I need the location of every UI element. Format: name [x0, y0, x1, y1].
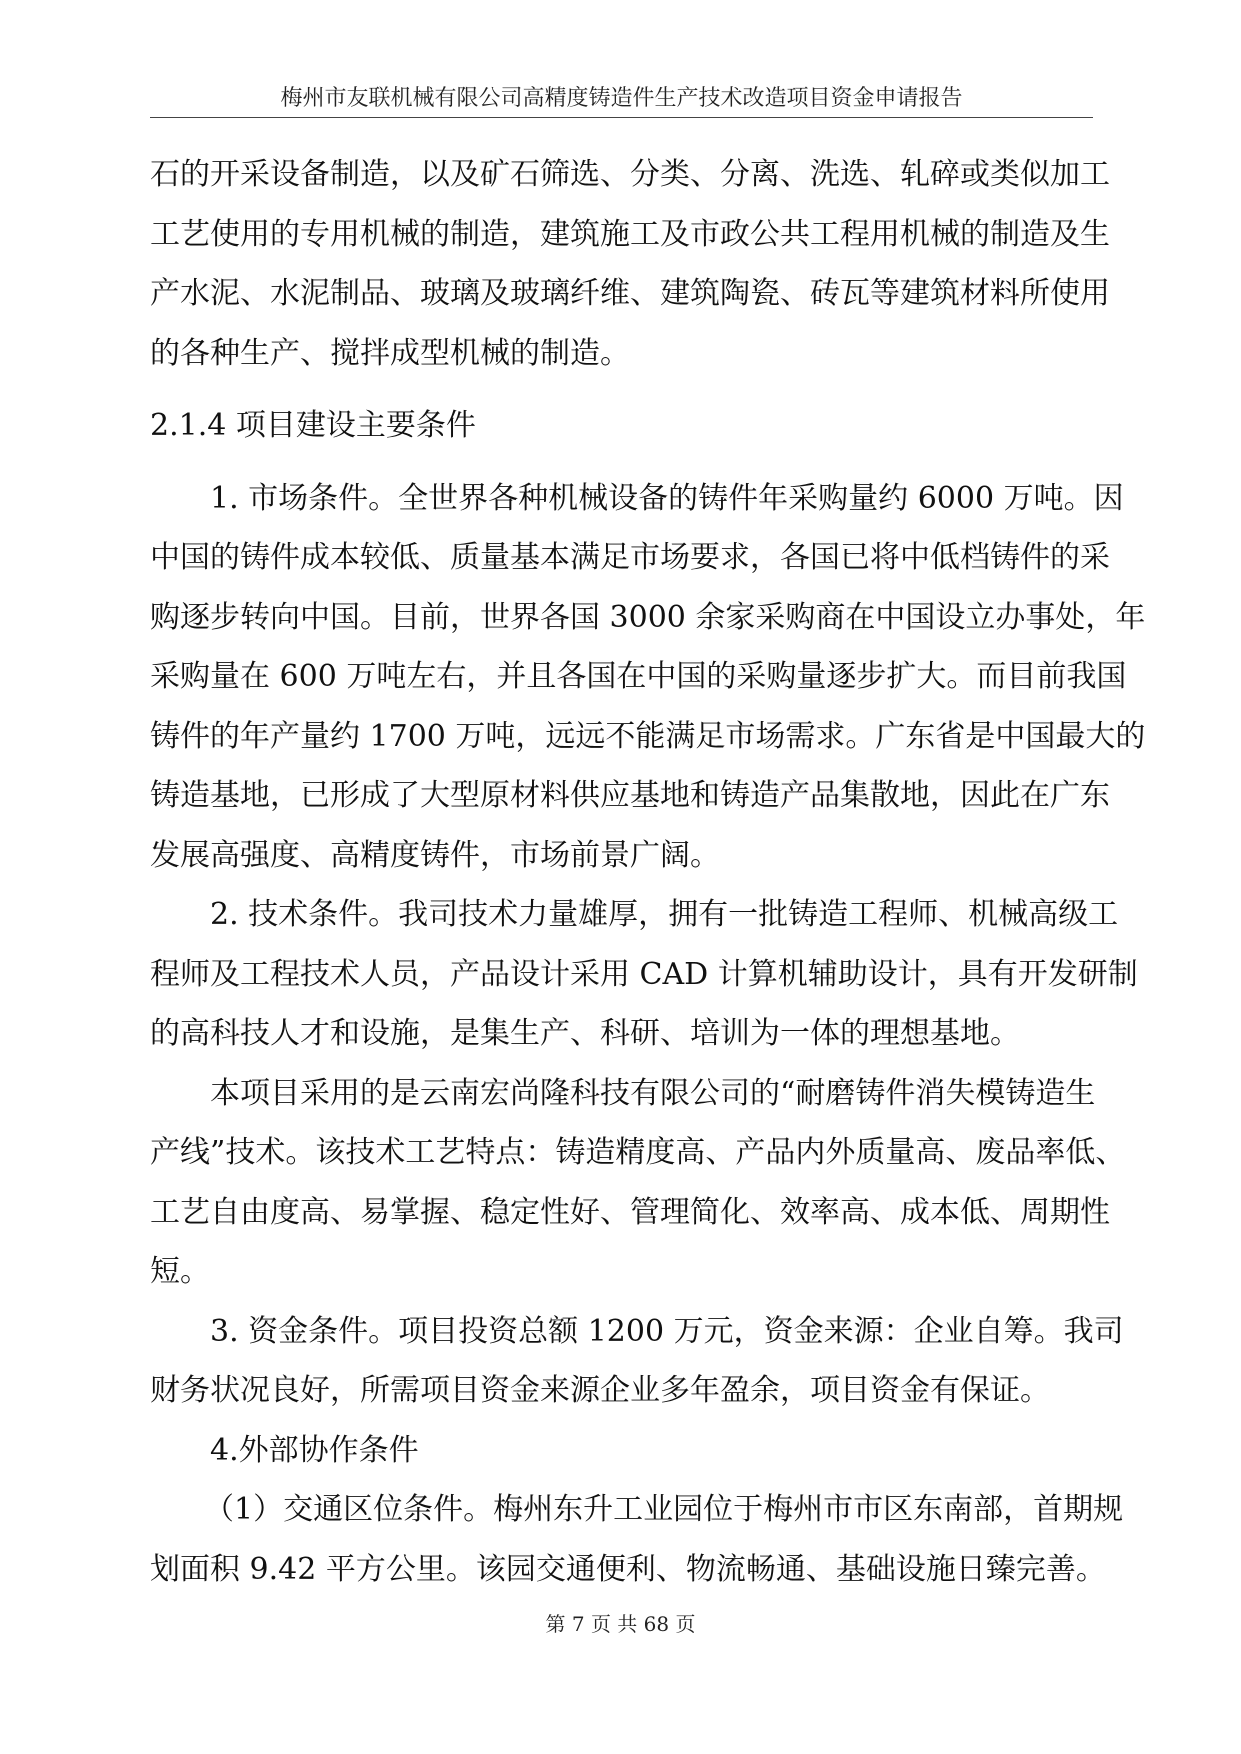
paragraph-line: 工艺使用的专用机械的制造，建筑施工及市政公共工程用机械的制造及生: [150, 216, 1110, 252]
paragraph-line: 石的开采设备制造，以及矿石筛选、分类、分离、洗选、轧碎或类似加工: [150, 157, 1110, 192]
spacer: [150, 383, 1100, 396]
paragraph-line: 购逐步转向中国。目前，世界各国 3000 余家采购商在中国设立办事处，年: [150, 599, 1146, 635]
paragraph-line: 的各种生产、搅拌成型机械的制造。: [150, 335, 630, 371]
paragraph-line: 程师及工程技术人员，产品设计采用 CAD 计算机辅助设计，具有开发研制: [150, 956, 1138, 992]
spacer: [150, 456, 1100, 469]
section-heading: 2.1.4 项目建设主要条件: [150, 408, 476, 443]
paragraph-line: 工艺自由度高、易掌握、稳定性好、管理简化、效率高、成本低、周期性: [150, 1194, 1110, 1230]
paragraph-line: （1）交通区位条件。梅州东升工业园位于梅州市市区东南部，首期规: [204, 1492, 1124, 1527]
paragraph-line: 铸件的年产量约 1700 万吨，远远不能满足市场需求。广东省是中国最大的: [150, 718, 1146, 754]
paragraph-line: 铸造基地，已形成了大型原材料供应基地和铸造产品集散地，因此在广东: [150, 778, 1110, 813]
paragraph-line: 采购量在 600 万吨左右，并且各国在中国的采购量逐步扩大。而目前我国: [150, 659, 1127, 694]
paragraph-line: 的高科技人才和设施，是集生产、科研、培训为一体的理想基地。: [150, 1016, 1020, 1051]
document-title: 梅州市友联机械有限公司高精度铸造件生产技术改造项目资金申请报告: [280, 86, 963, 111]
paragraph-line: 2. 技术条件。我司技术力量雄厚，拥有一批铸造工程师、机械高级工: [210, 897, 1119, 932]
paragraph-line: 中国的铸件成本较低、质量基本满足市场要求，各国已将中低档铸件的采: [150, 540, 1110, 575]
page-number: 第 7 页 共 68 页: [545, 1612, 696, 1636]
document-body: [150, 145, 1146, 1599]
paragraph-line: 本项目采用的是云南宏尚隆科技有限公司的“耐磨铸件消失模铸造生: [210, 1075, 1096, 1111]
subsection-heading: 4.外部协作条件: [210, 1432, 419, 1468]
paragraph-line: 发展高强度、高精度铸件，市场前景广阔。: [150, 837, 720, 873]
paragraph-line: 划面积 9.42 平方公里。该园交通便利、物流畅通、基础设施日臻完善。: [150, 1551, 1106, 1587]
paragraph-line: 3. 资金条件。项目投资总额 1200 万元，资金来源：企业自筹。我司: [210, 1313, 1124, 1349]
paragraph-line: 1. 市场条件。全世界各种机械设备的铸件年采购量约 6000 万吨。因: [210, 480, 1124, 516]
page-header: [150, 86, 1093, 118]
paragraph-line: 产线”技术。该技术工艺特点：铸造精度高、产品内外质量高、废品率低、: [150, 1135, 1126, 1170]
paragraph-line: 财务状况良好，所需项目资金来源企业多年盈余，项目资金有保证。: [150, 1373, 1050, 1408]
paragraph-line: 短。: [150, 1254, 210, 1289]
paragraph-line: 产水泥、水泥制品、玻璃及玻璃纤维、建筑陶瓷、砖瓦等建筑材料所使用: [150, 276, 1110, 311]
